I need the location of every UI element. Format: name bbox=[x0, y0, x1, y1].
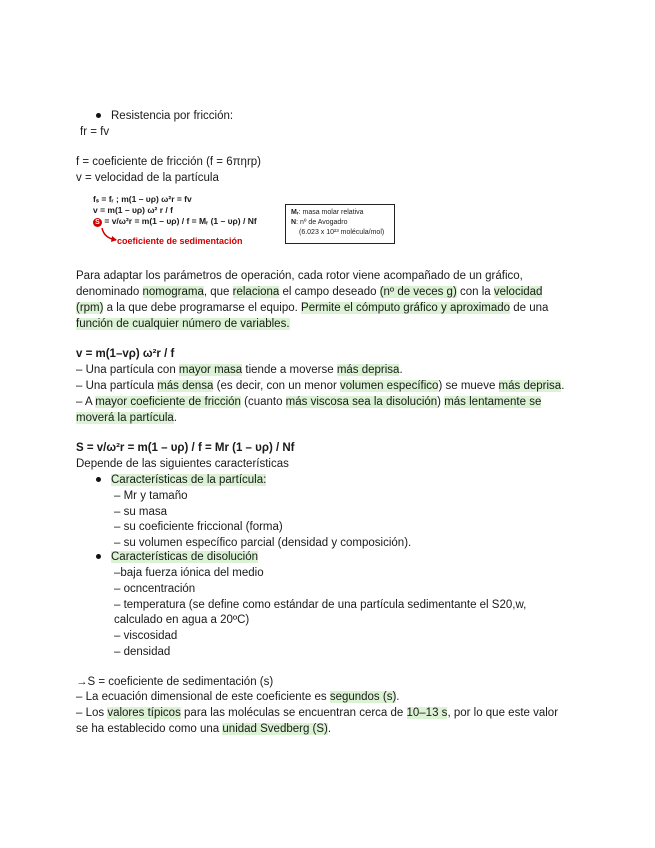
dissolution-item: – temperatura (se define como estándar de una partícula sedimentante el S20,w, bbox=[114, 599, 527, 611]
box-line-1: Mᵣ: masa molar relativa bbox=[291, 209, 364, 216]
formula-line-2: v = m(1 – υρ) ω² r / f bbox=[93, 205, 173, 215]
box-line-3: (6.023 x 10²³ molécula/mol) bbox=[299, 229, 385, 236]
para-line-1: Para adaptar los parámetros de operación, cada rotor viene acompañado de un gráfico, bbox=[76, 270, 523, 282]
dissolution-item: – ocncentración bbox=[114, 583, 196, 595]
formula-block bbox=[93, 194, 257, 227]
bullet-dot-icon bbox=[96, 554, 101, 559]
formula-line-3: S = v/ω²r = m(1 – υρ) / f = Mᵣ (1 – υρ) / Nf bbox=[93, 216, 257, 227]
dissolution-item: – viscosidad bbox=[114, 630, 178, 642]
constants-box bbox=[285, 204, 395, 244]
v-formula-title: v = m(1–vρ) ω²r / f bbox=[76, 348, 175, 360]
formula-line-1: fₛ = fᵣ ; m(1 – υρ) ω²r = fv bbox=[93, 194, 192, 204]
f-definition: f = coeficiente de fricción (f = 6πηrp) bbox=[76, 156, 261, 168]
para-line-2: denominado nomograma, que relaciona el campo deseado (nº de veces g) con la velocidad bbox=[76, 286, 543, 298]
s-badge: S bbox=[93, 218, 102, 227]
v-point-3: – A mayor coeficiente de fricción (cuanto más viscosa sea la disolución) más lentamente se bbox=[76, 396, 542, 408]
v-definition: v = velocidad de la partícula bbox=[76, 172, 219, 184]
particle-item: – Mr y tamaño bbox=[114, 490, 188, 502]
v-point-3-cont: moverá la partícula. bbox=[76, 412, 177, 424]
dissolution-bullet: Características de disolución bbox=[96, 549, 258, 565]
s-definition: →S = coeficiente de sedimentación (s) bbox=[76, 676, 274, 688]
tail-line-1: – La ecuación dimensional de este coeficiente es segundos (s). bbox=[76, 691, 400, 703]
dissolution-item: –baja fuerza iónica del medio bbox=[114, 567, 264, 579]
sedimentation-label: coeficiente de sedimentación bbox=[117, 236, 243, 246]
v-point-2: – Una partícula más densa (es decir, con un menor volumen específico) se mueve más deprisa. bbox=[76, 380, 565, 392]
tail-line-2: – Los valores típicos para las moléculas se encuentran cerca de 10–13 s, por lo que este valor bbox=[76, 707, 559, 719]
dissolution-item: – densidad bbox=[114, 646, 171, 658]
depends-text: Depende de las siguientes características bbox=[76, 458, 289, 470]
bullet-friction: Resistencia por fricción: bbox=[96, 108, 233, 124]
particle-item: – su volumen específico parcial (densidad y composición). bbox=[114, 537, 412, 549]
particle-item: – su coeficiente friccional (forma) bbox=[114, 521, 283, 533]
particle-bullet: Características de la partícula: bbox=[96, 472, 266, 488]
bullet-dot-icon bbox=[96, 113, 101, 118]
para-line-4: función de cualquier número de variables. bbox=[76, 318, 290, 330]
fr-equation: fr = fv bbox=[80, 126, 110, 138]
tail-line-3: se ha establecido como una unidad Svedberg (S). bbox=[76, 723, 332, 735]
para-line-3: (rpm) a la que debe programarse el equipo. Permite el cómputo gráfico y aproximado de una bbox=[76, 302, 549, 314]
v-point-1: – Una partícula con mayor masa tiende a moverse más deprisa. bbox=[76, 364, 403, 376]
dissolution-item-cont: calculado en agua a 20ºC) bbox=[114, 614, 250, 626]
box-line-2: N: nº de Avogadro bbox=[291, 219, 348, 226]
s-formula-title: S = v/ω²r = m(1 – υρ) / f = Mr (1 – υρ) / Nf bbox=[76, 442, 295, 454]
bullet-dot-icon bbox=[96, 477, 101, 482]
particle-item: – su masa bbox=[114, 506, 168, 518]
